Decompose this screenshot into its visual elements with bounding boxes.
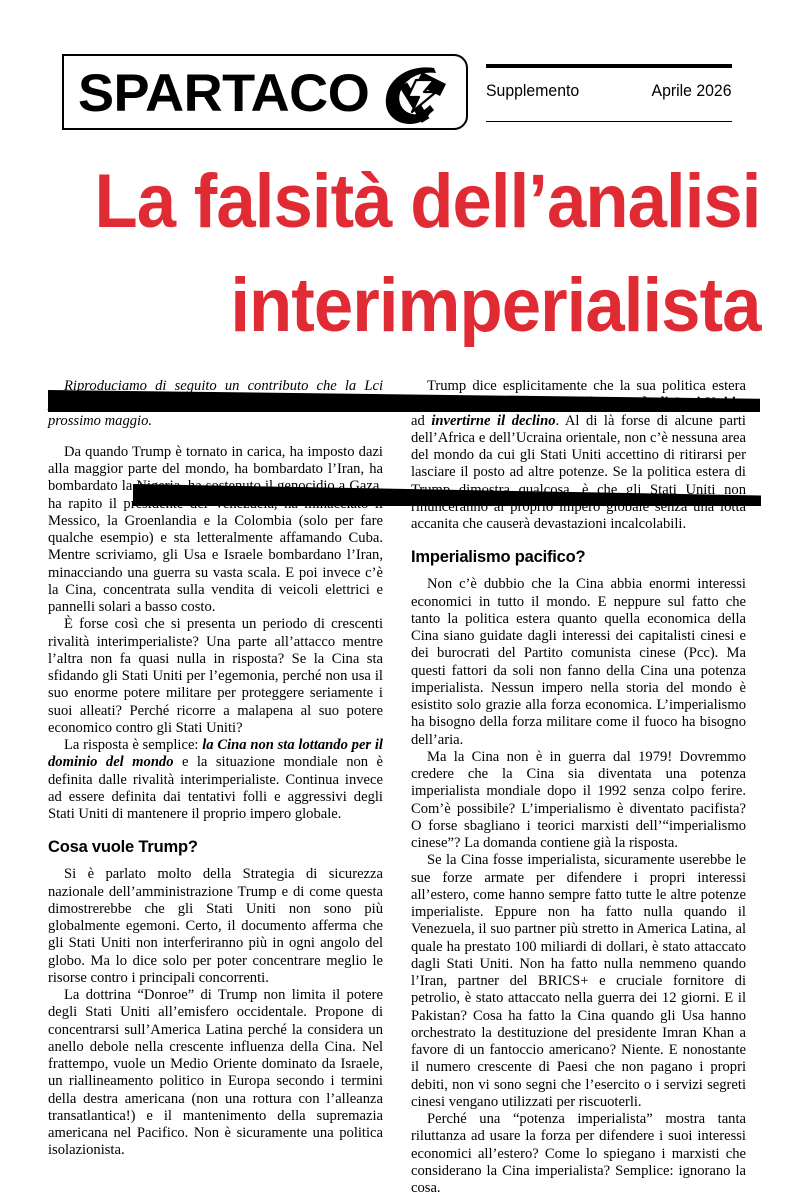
answer-after: e la situazione mondiale non è definita dalle rivalità interimperialiste. Continua invece ad essere definita dai tentativi folli e aggressivi degli Stati Uniti di mantenere il proprio impero globale.: [48, 754, 383, 822]
answer-emphasis: la Cina non sta lottando per il dominio del mondo: [48, 737, 383, 771]
hammer-sickle-4-icon: [372, 60, 460, 128]
right-column: [411, 378, 746, 1196]
article-body: [48, 378, 746, 1196]
paragraph: Da quando Trump è tornato in carica, ha imposto dazi alla maggior parte del mondo, ha bombardato l’Iran, ha bombardato la Nigeria, ha sostenuto il genocidio a Gaza, ha rapito il presidente del Venezuela, ha minacciato il Messico, la Groenlandia e la Colombia (solo per fare qualche esempio) e sta letteralmente affamando Cuba. Mentre scriviamo, gli Usa e Israele bombardano l’Iran, minacciando una guerra su vasta scala. E poi invece c’è la Cina, concentrata sulla vendita di veicoli elettrici e pannelli solari a basso costo.: [48, 443, 383, 615]
paragraph: Si è parlato molto della Strategia di sicurezza nazionale dell’amministrazione Trump e di come questa dimostrerebbe che gli Stati Uniti non sono più globalmente egemoni. Certo, il documento afferma che gli Stati Uniti non interferiranno più in ogni angolo del globo. Ma lo dice solo per poter concentrare meglio le risorse contro i principali concorrenti.: [48, 866, 383, 986]
paragraph: Se la Cina fosse imperialista, sicuramente userebbe le sue forze armate per difendere i propri interessi all’estero, come hanno sempre fatto tutte le altre potenze imperialiste. Eppure non ha fatto nulla quando il Venezuela, il suo partner più stretto in America Latina, al quale ha prestato 100 miliardi di dollari, è stato attaccato dagli Stati Uniti. Non ha fatto nulla nemmeno quando l’Iran, partner del BRICS+ e cruciale fornitore di petrolio, è stato attaccato nella guerra dei 12 giorni. E il Pakistan? Cosa ha fatto la Cina quando gli Usa hanno orchestrato la destituzione del presidente Imran Khan a favore di un fantoccio americano? Niente. E nonostante il numero crescente di Paesi che non pagano i propri debiti, non vi sono segni che l’esercito o i servizi segreti cinesi vengano utilizzati per riscuoterli.: [411, 852, 746, 1110]
paragraph-with-emphasis: [411, 378, 746, 533]
paragraph: Ma la Cina non è in guerra dal 1979! Dovremmo credere che la Cina sia diventata una potenza imperialista mondiale dopo il 1992 senza colpo ferire. Com’è possibile? L’imperialismo è diventato pacifista? O forse sbagliano i teorici marxisti dell’“imperialismo cinese”? La domanda contiene già la risposta.: [411, 748, 746, 851]
headline: [0, 158, 794, 358]
masthead: [62, 54, 732, 132]
trump-before: Trump dice esplicitamente che la sua politica estera aggressiva mira a: [411, 378, 746, 412]
paragraph: La dottrina “Donroe” di Trump non limita il potere degli Stati Uniti all’emisfero occidentale. Propone di concentrarsi sull’America Latina perché la considera un anello debole nella crescente influenza della Cina. Nel frattempo, vuole un Medio Oriente dominato da Israele, un riallineamento politico in Europa secondo i termini della destra americana (non una rottura con l’alleanza transatlantica!) e il mantenimento della supremazia americana nel Pacifico. Non è sicuramente una politica isolazionista.: [48, 987, 383, 1159]
answer-before: La risposta è semplice:: [64, 737, 203, 753]
trump-middle: e ad: [411, 395, 746, 429]
paragraph: Perché una “potenza imperialista” mostra tanta riluttanza ad usare la forza per difendere i suoi interessi economici all’estero? Come lo spiegano i marxisti che considerano la Cina imperialista? Semplice: ignorano la cosa.: [411, 1111, 746, 1196]
supplement-label: Supplemento: [486, 81, 580, 100]
trump-emphasis-2: invertirne il declino: [431, 412, 556, 429]
masthead-logo-box: [62, 54, 468, 130]
paragraph: Non c’è dubbio che la Cina abbia enormi interessi economici in tutto il mondo. E neppure sul fatto che tanto la politica estera quanto quella economica della Cina siano guidate dagli interessi dei capitalisti cinesi e dei burocrati del Partito comunista cinese (Pcc). Ma questi fattori da soli non fanno della Cina una potenza imperialista. Nessun impero nella storia del mondo è esistito solo grazie alla forza economica. L’imperialismo ha bisogno della forza militare come il fuoco ha bisogno dell’aria.: [411, 576, 746, 748]
issue-date: Aprile 2026: [651, 81, 732, 100]
trump-after: . Al di là forse di alcune parti dell’Africa e dell’Ucraina orientale, non c’è nessuna area del mondo da cui gli Stati Uniti accettino di ritirarsi per lasciare il posto ad altre potenze. Se la politica estera di Trump dimostra qualcosa, è che gli Stati Uniti non rinunceranno al proprio impero globale senza una lotta accanita che causerà devastazioni incalcolabili.: [411, 412, 746, 532]
section-heading-imperialismo-pacifico: Imperialismo pacifico?: [411, 548, 586, 567]
masthead-meta-block: [486, 64, 732, 122]
publication-title: SPARTACO: [78, 64, 370, 123]
headline-line-2: interimperialista: [230, 263, 761, 348]
masthead-rule-bottom: [486, 121, 732, 123]
left-column: [48, 378, 383, 1159]
article-lede: Riproduciamo di seguito un contributo che la Lci presenterà al Meeting delle forze internazionaliste il prossimo maggio.: [48, 378, 383, 429]
headline-line-1: La falsità dell’analisi: [94, 159, 761, 244]
paragraph: È forse così che si presenta un periodo di crescenti rivalità interimperialiste? Una parte all’attacco mentre l’altra non fa quasi nulla in risposta? Se la Cina sta sfidando gli Stati Uniti per l’egemonia, perché non usa il suo enorme potere militare per proteggere seriamente i suoi alleati? Perché ricorre a malapena al suo potere economico contro gli Stati Uniti?: [48, 616, 383, 736]
section-heading-cosa-vuole-trump: Cosa vuole Trump?: [48, 838, 198, 857]
masthead-rule-top: [486, 64, 732, 68]
trump-emphasis-1: rafforzare il potere degli Stati Uniti: [519, 395, 736, 412]
paragraph-with-emphasis: [48, 737, 383, 823]
